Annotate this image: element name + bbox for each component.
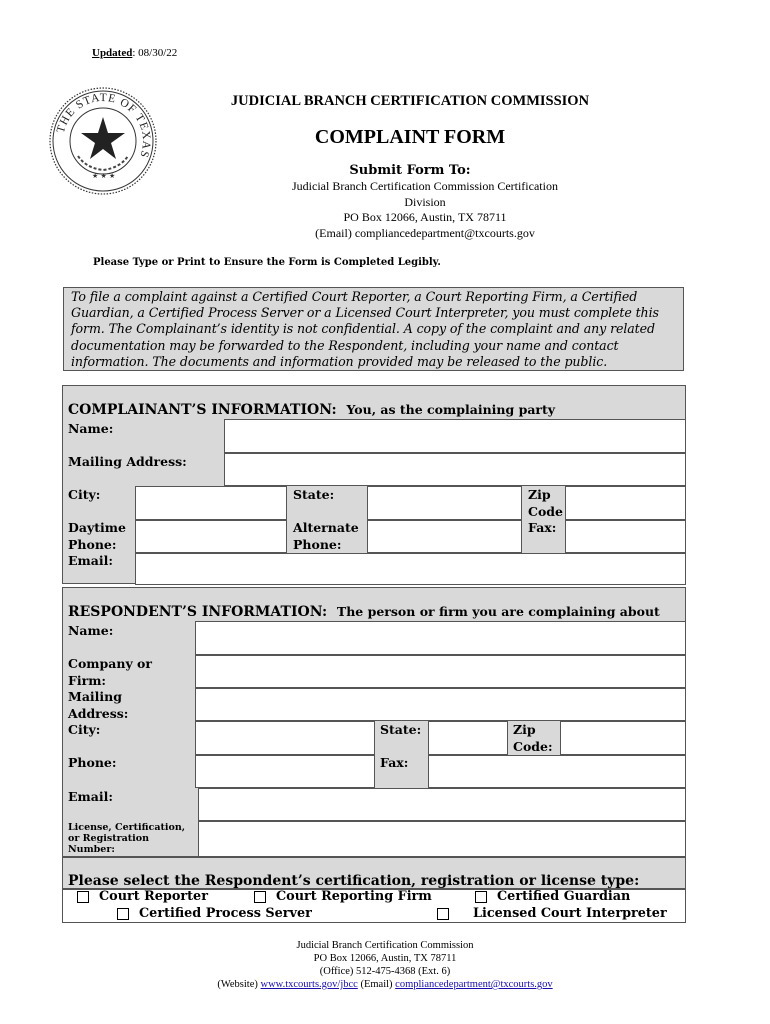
respondent-name-label: Name: <box>68 623 114 638</box>
respondent-city-field[interactable] <box>195 721 375 755</box>
checkbox-icon[interactable] <box>437 908 449 920</box>
updated-date: Updated: 08/30/22 <box>92 47 178 59</box>
complainant-mailing-label: Mailing Address: <box>68 454 187 469</box>
complainant-fax-field[interactable] <box>565 520 686 553</box>
checkbox-icon[interactable] <box>117 908 129 920</box>
complainant-alt-phone-label: Alternate Phone: <box>293 520 359 552</box>
complainant-email-label: Email: <box>68 553 113 568</box>
option-certified-process-server[interactable]: Certified Process Server <box>117 906 312 921</box>
respondent-zip-field[interactable] <box>560 721 686 755</box>
intro-notice: To file a complaint against a Certified Court Reporter, a Court Reporting Firm, a Certified Guardian, a Certified Process Server or a Licensed Court Interpreter, you must complete this form. The Complainant’s identity is not confidential. A copy of the complaint and any related documentation may be forwarded to the Respondent, including your name and contact information. The documents and information provided may be released to the public. <box>63 287 684 371</box>
complainant-zip-label: Zip Code <box>528 487 563 519</box>
option-court-reporting-firm[interactable]: Court Reporting Firm <box>254 889 432 904</box>
respondent-company-field[interactable] <box>195 655 686 688</box>
respondent-heading: RESPONDENT’S INFORMATION: The person or firm you are complaining about <box>68 604 660 620</box>
commission-heading: JUDICIAL BRANCH CERTIFICATION COMMISSION <box>230 93 590 109</box>
complainant-daytime-phone-label: Daytime Phone: <box>68 520 126 552</box>
website-link[interactable]: www.txcourts.gov/jbcc <box>260 979 358 990</box>
respondent-zip-label: Zip Code: <box>513 722 553 754</box>
option-court-reporter[interactable]: Court Reporter <box>77 889 208 904</box>
respondent-email-field[interactable] <box>198 788 686 821</box>
respondent-email-label: Email: <box>68 789 113 804</box>
respondent-phone-label: Phone: <box>68 755 117 770</box>
complainant-zip-field[interactable] <box>565 486 686 520</box>
seal-ring-text: THE STATE OF TEXAS <box>54 91 153 160</box>
respondent-license-label: License, Certification, or Registration Number: <box>68 822 186 855</box>
submit-address: Judicial Branch Certification Commission Certification Division PO Box 12066, Austin, TX 78711 (Email) compliancedepartment@txcourts.gov <box>292 179 558 240</box>
option-certified-guardian[interactable]: Certified Guardian <box>475 889 630 904</box>
page-title: COMPLAINT FORM <box>314 126 506 148</box>
complainant-fax-label: Fax: <box>528 520 557 535</box>
respondent-name-field[interactable] <box>195 621 686 655</box>
respondent-company-label: Company or Firm: <box>68 656 152 688</box>
respondent-state-label: State: <box>380 722 422 737</box>
respondent-fax-label: Fax: <box>380 755 409 770</box>
respondent-city-label: City: <box>68 722 101 737</box>
respondent-mailing-label: Mailing Address: <box>68 689 129 721</box>
email-link[interactable]: compliancedepartment@txcourts.gov <box>395 979 553 990</box>
complainant-name-field[interactable] <box>224 419 686 453</box>
complainant-mailing-field[interactable] <box>224 453 686 486</box>
complainant-name-label: Name: <box>68 421 114 436</box>
respondent-phone-field[interactable] <box>195 755 375 788</box>
legibility-instruction: Please Type or Print to Ensure the Form is Completed Legibly. <box>93 257 441 268</box>
checkbox-icon[interactable] <box>254 891 266 903</box>
respondent-fax-field[interactable] <box>428 755 686 788</box>
respondent-license-field[interactable] <box>198 821 686 857</box>
page-footer: Judicial Branch Certification Commission PO Box 12066, Austin, TX 78711 (Office) 512-475-4368 (Ext. 6) (Website) www.txcourts.gov/jbcc (Email) compliancedepartment@txcourts.gov <box>217 940 553 990</box>
respondent-state-field[interactable] <box>428 721 508 755</box>
complainant-heading: COMPLAINANT’S INFORMATION: You, as the complaining party <box>68 402 556 418</box>
complainant-city-field[interactable] <box>135 486 287 520</box>
type-select-heading: Please select the Respondent’s certification, registration or license type: <box>68 873 640 889</box>
option-licensed-court-interpreter[interactable]: Licensed Court Interpreter <box>437 906 667 921</box>
svg-text:★ ★ ★: ★ ★ ★ <box>92 172 116 180</box>
complainant-daytime-phone-field[interactable] <box>135 520 287 553</box>
complainant-city-label: City: <box>68 487 101 502</box>
complainant-email-field[interactable] <box>135 553 686 585</box>
checkbox-icon[interactable] <box>77 891 89 903</box>
complainant-alt-phone-field[interactable] <box>367 520 522 553</box>
submit-heading: Submit Form To: <box>349 163 471 178</box>
complainant-state-field[interactable] <box>367 486 522 520</box>
checkbox-icon[interactable] <box>475 891 487 903</box>
complainant-state-label: State: <box>293 487 335 502</box>
respondent-mailing-field[interactable] <box>195 688 686 721</box>
